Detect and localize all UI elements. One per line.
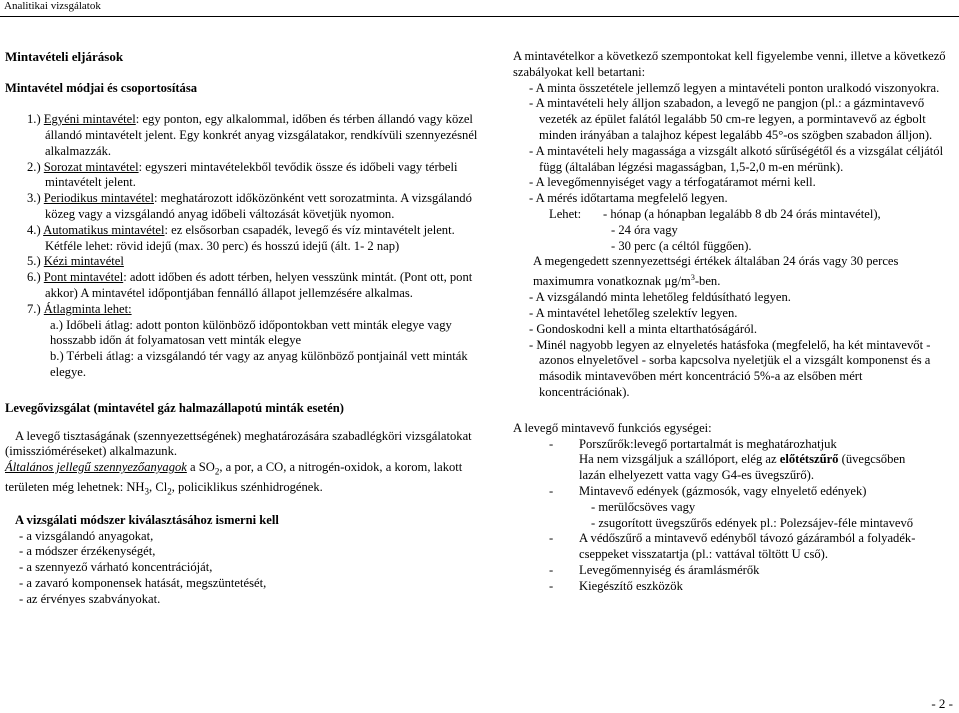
method-list: [5, 529, 480, 608]
list-item: 2.) Sorozat mintavétel: egyszeri mintavételekből tevődik össze és időbeli vagy térbeli mintavételt jelent.: [27, 159, 458, 190]
parts-title: A levegő mintavevő funkciós egységei:: [513, 420, 712, 435]
average-time: a.) Időbeli átlag: adott ponton különböző időpontokban vett minták elegye vagy hosszabb időn át folyamatosan vett minták elegye: [50, 317, 452, 348]
list-item: 4.) Automatikus mintavétel: ez elsősorban csapadék, levegő és víz mintavételt jelent. Kétféle lehet: rövid idejű (max. 30 perc) és hosszú idejű (ált. 1- 2 nap): [27, 222, 455, 253]
list-item: Ha nem vizsgáljuk a szállóport, elég az előtétszűrő (üvegcsőben: [579, 452, 906, 467]
list-item: - A mintavételi hely magassága a vizsgált alkotó sűrűségétől és a vizsgálat céljától függ (általában légzési magasságban, 1,5-2,0 m-en mérünk).: [529, 143, 944, 174]
list-item: - 30 perc (a céltól függően).: [611, 238, 752, 253]
list-item: 6.) Pont mintavétel: adott időben és adott térben, helyen vesszünk mintát. (Pont ott, pont akkor) A mintavétel időpontjában fennálló állapot jellemzésére alkalmas.: [27, 270, 473, 300]
list-item: - hónap (a hónapban legalább 8 db 24 órás mintavétel),: [603, 206, 881, 221]
list-item: - Gondoskodni kell a minta eltarthatóságáról.: [529, 321, 758, 336]
list-item: 3.) Periodikus mintavétel: meghatározott időközönként vett sorozatminta. A vizsgálandó közeg vagy a vizsgálandó anyag időbeli változását követjük nyomon.: [27, 191, 472, 221]
method-title: A vizsgálati módszer kiválasztásához ismerni kell: [15, 512, 279, 527]
list-item: Kiegészítő eszközök: [579, 578, 683, 593]
limit-paragraph: A megengedett szennyezettségi értékek általában 24 órás vagy 30 perces maximumra vonatkoznak $\mu g/m^3$-ben.: [533, 254, 899, 289]
header-rule: [0, 16, 959, 17]
list-item: - a módszer érzékenységét,: [19, 544, 156, 559]
left-column: [5, 49, 480, 608]
list-item: - 24 óra vagy: [611, 222, 678, 237]
right-column: [513, 49, 953, 594]
list-item: A védőszűrő a mintavevő edényből távozó gázáramból a folyadék-cseppeket visszatartja (pl.: vattával töltött U cső).: [579, 531, 916, 562]
gas-section-title: Levegővizsgálat (mintavétel gáz halmazállapotú minták esetén): [5, 400, 344, 415]
list-item: - A levegőmennyiséget vagy a térfogatáramot mérni kell.: [529, 175, 816, 190]
list-item: - a zavaró komponensek hatását, megszüntetését,: [19, 575, 267, 590]
list-item: - a vizsgálandó anyagokat,: [19, 528, 154, 543]
list-item: - Minél nagyobb legyen az elnyeletés hatásfoka (megfelelő, ha két mintavevőt - azonos elnyeletővel - sorba kapcsolva nyeletjük el a vizsgált komponenst és a második mintavevőben mért koncentráció 5%-a az elsőben mért koncentrációnak).: [529, 337, 931, 399]
list-item: 1.) Egyéni mintavétel: egy ponton, egy alkalommal, időben és térben állandó vagy közel állandó mintavételt jelent. Egy konkrét anyag vizsgálatakor, rendkívüli szennyezésnél alkalmazzák.: [27, 112, 478, 158]
list-item: Levegőmennyiség és áramlásmérők: [579, 562, 760, 577]
average-space: b.) Térbeli átlag: a vizsgálandó tér vagy az anyag különböző pontjainál vett minták elegye.: [50, 349, 468, 379]
list-item: - a szennyező várható koncentrációját,: [19, 560, 213, 575]
pollutants-paragraph: Általános jellegű szennyezőanyagok a $SO_2$, a por, a CO, a nitrogén-oxidok, a korom, lakott területen még lehetnek: $NH_3$, $Cl_2$, policiklikus szénhidrogének.: [5, 460, 463, 497]
parts-list: - Porszűrők:levegő portartalmát is meghatározhatjuk Ha nem vizsgáljuk a szállóport, elég az előtétszűrő (üvegcsőben lazán elhelyezett vatta vagy G4-es üvegszűrő). - Mintavevő edények (gázmosók, vagy elnyelető edények) - merülőcsöves vagy - zsugorított üvegszűrős edények pl.: Polezsájev-féle mintavevő - A védőszűrő a mintavevő edényből távozó gázáramból a folyadék-cseppeket visszatartja (pl.: vattával töltött U cső). - Levegőmennyiség és áramlásmérők - Kiegészítő eszközök: [513, 437, 953, 595]
list-item: 5.) Kézi mintavétel: [27, 254, 124, 269]
list-item: - merülőcsöves vagy: [591, 499, 696, 514]
list-item: - zsugorított üvegszűrős edények pl.: Polezsájev-féle mintavevő: [591, 515, 914, 530]
list-item: - A mérés időtartama megfelelő legyen.: [529, 191, 728, 206]
list-item: - A minta összetétele jellemző legyen a mintavételi ponton uralkodó viszonyokra.: [529, 80, 940, 95]
list-item: Mintavevő edények (gázmosók, vagy elnyelető edények): [579, 483, 867, 498]
section-title: Mintavételi eljárások: [5, 49, 124, 64]
duration-label: Lehet:: [549, 206, 582, 221]
section-subtitle: Mintavétel módjai és csoportosítása: [5, 80, 198, 95]
list-item: - A mintavétel lehetőleg szelektív legyen.: [529, 305, 738, 320]
duration-list: [513, 207, 953, 254]
page-number: - 2 -: [931, 696, 953, 711]
list-item: Porszűrők:levegő portartalmát is meghatározhatjuk: [579, 436, 837, 451]
list-item: - A vizsgálandó minta lehetőleg feldúsítható legyen.: [529, 290, 791, 305]
list-item: - A mintavételi hely álljon szabadon, a levegő ne pangjon (pl.: a gázmintavevő vezeték az épület falától legalább 50 cm-re legyen, a pormintavevő az égbolt minden irányában a talajhoz képest legalább 45°-os szögben szabadon álljon).: [529, 96, 933, 142]
list-item: 7.) Átlagminta lehet:: [27, 301, 132, 316]
gas-paragraph: A levegő tisztaságának (szennyezettségének) meghatározására szabadlégköri vizsgálatokat (imisszióméréseket) alkalmazunk.: [5, 428, 472, 459]
list-item: - az érvényes szabványokat.: [19, 591, 161, 606]
running-header: Analitikai vizsgálatok: [4, 0, 101, 12]
intro-paragraph: A mintavételkor a következő szempontokat kell figyelembe venni, illetve a következő szabályokat kell betartani:: [513, 49, 946, 79]
list-item: lazán elhelyezett vatta vagy G4-es üvegszűrő).: [579, 468, 814, 483]
